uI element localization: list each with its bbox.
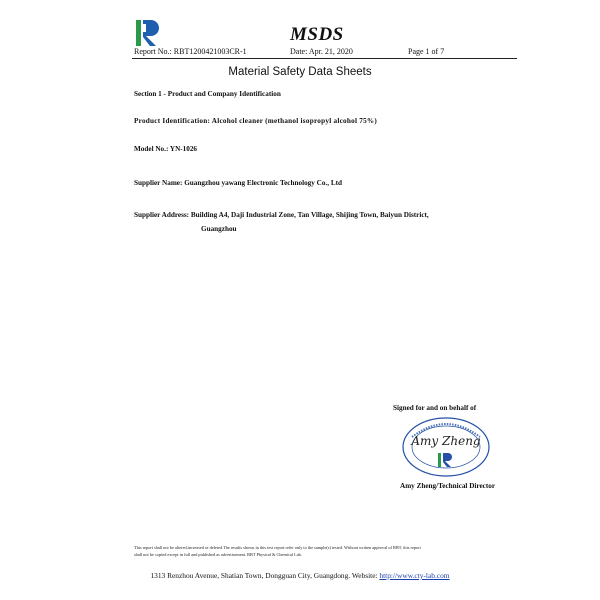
website-link[interactable]: http://www.cty-lab.com: [379, 571, 450, 580]
disclaimer-line1: This report shall not be altered,increased or deleted.The results shown in this test report refer only to the sample(s) tested. Without written approval of RBT, this report: [134, 545, 421, 550]
company-logo: [134, 18, 162, 48]
model-label: Model No.:: [134, 145, 169, 153]
supplier-label: Supplier Name:: [134, 179, 183, 187]
disclaimer-line2: shall not be copied except in full and published as advertisement. RBT Physical & Chemical Lab.: [134, 551, 302, 557]
document-title: MSDS: [290, 24, 344, 45]
page-title: Material Safety Data Sheets: [228, 66, 372, 78]
address-label: Supplier Address:: [134, 211, 190, 219]
product-identification: [134, 117, 377, 125]
model-number: [134, 145, 197, 153]
model-value: YN-1026: [169, 145, 198, 153]
signature-title: Signed for and on behalf of: [393, 404, 477, 412]
signatory-name: Amy Zheng/Technical Director: [400, 482, 496, 490]
supplier-name: [134, 179, 342, 187]
address-value-line2: Guangzhou: [201, 225, 237, 233]
product-label: Product Identification:: [134, 117, 211, 125]
page-number: Page 1 of 7: [408, 47, 445, 56]
address-value-line1: Building A4, Daji Industrial Zone, Tan Village, Shijing Town, Baiyun District,: [190, 211, 429, 219]
header-divider: [132, 58, 517, 59]
address-text: 1313 Renzhou Avenue, Shatian Town, Dongguan City, Guangdong. Website:: [150, 571, 380, 580]
report-date: Date: Apr. 21, 2020: [290, 47, 353, 56]
company-seal: [400, 415, 492, 479]
supplier-value: Guangzhou yawang Electronic Technology Co., Ltd: [184, 179, 343, 187]
section-heading: Section 1 - Product and Company Identification: [134, 90, 281, 98]
footer-address: [0, 571, 600, 580]
seal-signature: Amy Zheng: [411, 434, 481, 448]
disclaimer: [134, 545, 524, 558]
report-number: Report No.: RBT1200421003CR-1: [134, 47, 247, 56]
supplier-address: [134, 211, 429, 219]
product-value: Alcohol cleaner (methanol isopropyl alcohol 75%): [211, 117, 378, 125]
